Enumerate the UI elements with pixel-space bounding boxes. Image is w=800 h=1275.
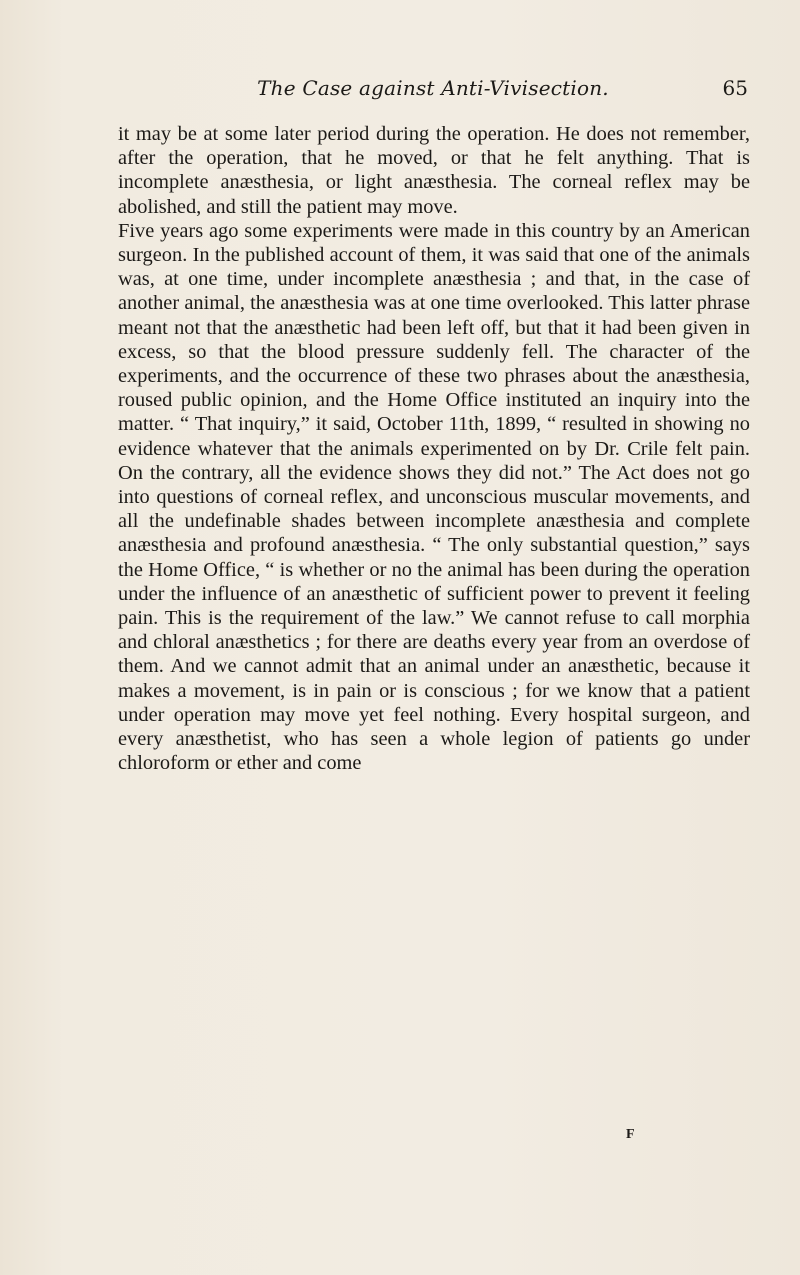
paragraph-1: it may be at some later period during the operation. He does not remember, after the operation, that he moved, or that he felt anything. That is incomplete anæsthesia, or light anæsthesia. The corneal reflex may be abolished, and still the patient may move. xyxy=(118,123,750,218)
paragraph-2: Five years ago some experiments were made in this country by an American surgeon. In the published account of them, it was said that one of the animals was, at one time, under incomplete anæsthesia ; and that, in the case of another animal, the anæsthesia was at one time overlooked. This latter phrase meant not that the anæsthetic had been left off, but that it had been given in excess, so that the blood pressure suddenly fell. The character of the experiments, and the occurrence of these two phrases about the anæsthesia, roused public opinion, and the Home Office instituted an inquiry into the matter. “ That inquiry,” it said, October 11th, 1899, “ resulted in showing no evidence whatever that the animals experimented on by Dr. Crile felt pain. On the contrary, all the evidence shows they did not.” The Act does not go into questions of corneal reflex, and unconscious muscular movements, and all the undefinable shades between incomplete anæsthesia and complete anæsthesia and profound anæsthesia. “ The only substantial question,” says the Home Office, “ is whether or no the animal has been during the operation under the influence of an anæsthetic of sufficient power to prevent it feeling pain. This is the requirement of the law.” We cannot refuse to call morphia and chloral anæsthetics ; for there are deaths every year from an overdose of them. And we cannot admit that an animal under an anæsthetic, because it makes a movement, is in pain or is conscious ; for we know that a patient under operation may move yet feel nothing. Every hospital surgeon, and every anæsthetist, who has seen a whole legion of patients go under chloroform or ether and come xyxy=(118,219,750,775)
running-title: The Case against Anti-Vivisection. xyxy=(257,76,609,100)
body-text xyxy=(118,122,750,775)
running-head xyxy=(118,76,748,106)
page-number: 65 xyxy=(722,76,748,100)
signature-mark: F xyxy=(626,1127,635,1142)
